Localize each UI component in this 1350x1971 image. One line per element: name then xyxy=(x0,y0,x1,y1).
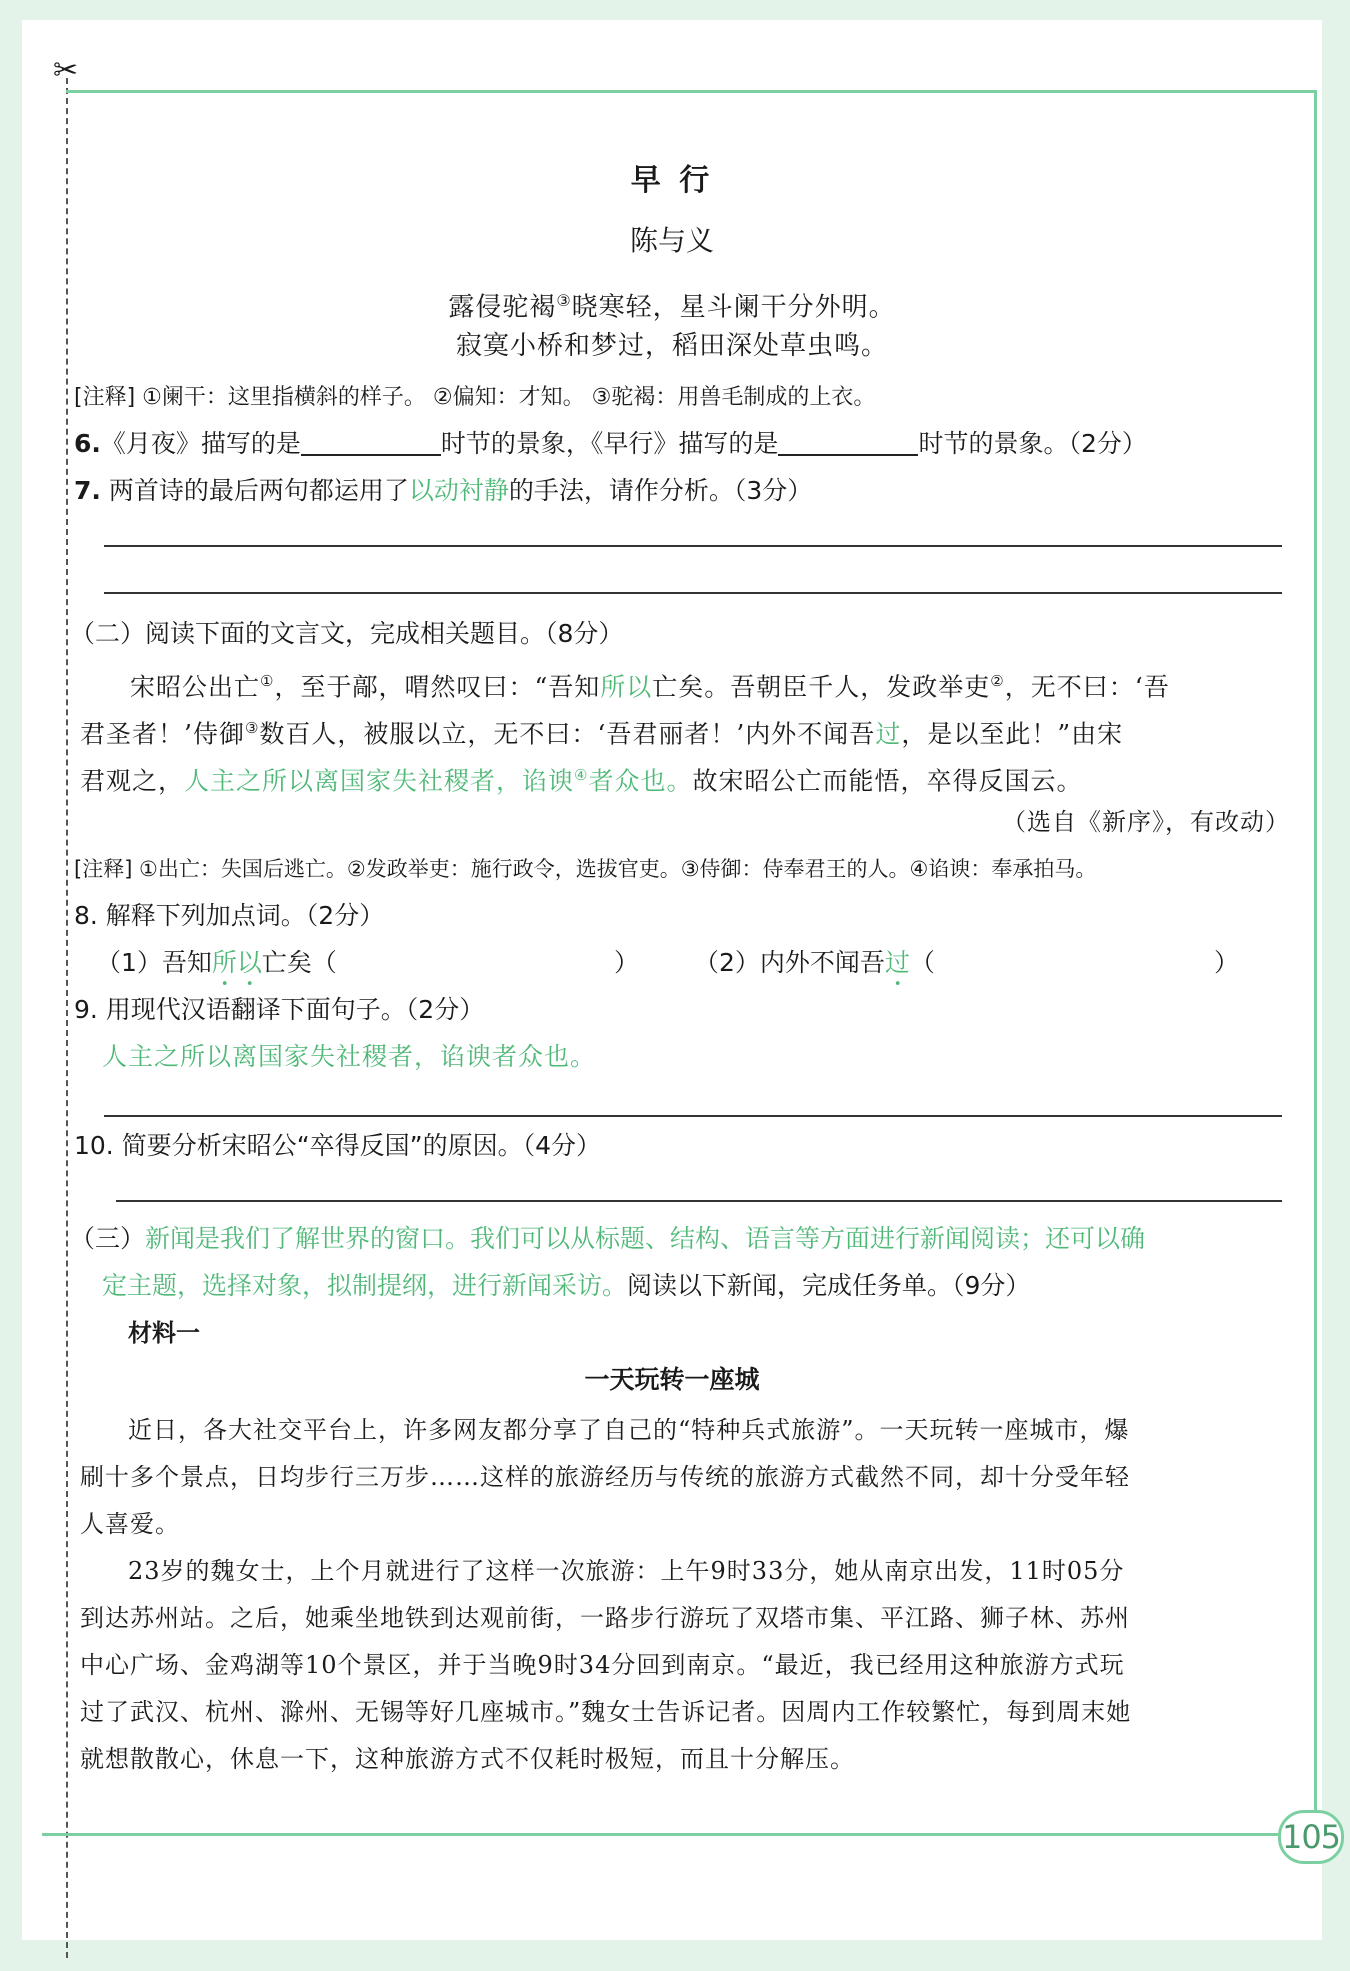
classical-notes: [注释] ①出亡：失国后逃亡。②发政举吏：施行政令，选拔官吏。③侍御：侍奉君王的人。④谄谀：奉承拍马。 xyxy=(74,857,1097,881)
answer-line[interactable] xyxy=(104,545,1282,547)
poem-notes: [注释] ①阑干：这里指横斜的样子。 ②偏知：才知。 ③驼褐：用兽毛制成的上衣。 xyxy=(74,385,876,410)
material-label: 材料一 xyxy=(128,1319,200,1347)
highlight-text: 以动衬静 xyxy=(408,476,509,505)
question-8: 8. 解释下列加点词。（2分） xyxy=(74,901,385,930)
question-8-item-2: （2）内外不闻吾过（ xyxy=(694,948,935,977)
question-10: 10. 简要分析宋昭公“卒得反国”的原因。（4分） xyxy=(74,1131,602,1160)
classical-text-line-2: 君圣者！’侍御③数百人，被服以立，无不曰：‘吾君丽者！’内外不闻吾过，是以至此！”由宋 xyxy=(80,719,1124,749)
answer-close-paren-1: ） xyxy=(614,948,640,977)
classical-text-line-3: 君观之，人主之所以离国家失社稷者，谄谀④者众也。故宋昭公亡而能悟，卒得反国云。 xyxy=(80,766,1083,796)
section-3-line-1: （三）新闻是我们了解世界的窗口。我们可以从标题、结构、语言等方面进行新闻阅读；还可以确 xyxy=(70,1224,1146,1253)
answer-blank-2[interactable] xyxy=(778,428,918,456)
article-para-2-line-2: 到达苏州站。之后，她乘坐地铁到达观前街，一路步行游玩了双塔市集、平江路、狮子林、苏州 xyxy=(80,1604,1130,1632)
answer-line[interactable] xyxy=(104,592,1282,594)
answer-line[interactable] xyxy=(104,1115,1282,1117)
poem-author: 陈与义 xyxy=(629,224,714,257)
poem-line-1: 露侵驼褐③晓寒轻，星斗阑干分外明。 xyxy=(448,291,896,323)
article-title: 一天玩转一座城 xyxy=(584,1365,760,1394)
question-8-item-1: （1）吾知所以亡矣（ xyxy=(96,948,337,977)
classical-text-line-1: 宋昭公出亡①，至于鄗，喟然叹曰：“吾知所以亡矣。吾朝臣千人，发政举吏②，无不曰：‘吾 xyxy=(130,672,1170,702)
answer-line[interactable] xyxy=(116,1200,1282,1202)
article-para-2-line-5: 就想散散心，休息一下，这种旅游方式不仅耗时极短，而且十分解压。 xyxy=(80,1745,855,1773)
article-para-1-line-1: 近日，各大社交平台上，许多网友都分享了自己的“特种兵式旅游”。一天玩转一座城市，爆 xyxy=(128,1416,1130,1444)
answer-blank-1[interactable] xyxy=(301,428,441,456)
section-2-heading: （二）阅读下面的文言文，完成相关题目。（8分） xyxy=(70,619,624,648)
frame-bottom-border xyxy=(42,1833,1312,1836)
frame-top-border xyxy=(66,90,1316,93)
article-para-2-line-1: 23岁的魏女士，上个月就进行了这样一次旅游：上午9时33分，她从南京出发，11时05分 xyxy=(128,1557,1125,1585)
answer-close-paren-2: ） xyxy=(1214,948,1240,977)
article-para-1-line-2: 刷十多个景点，日均步行三万步……这样的旅游经历与传统的旅游方式截然不同，却十分受年轻 xyxy=(80,1463,1130,1491)
article-para-2-line-3: 中心广场、金鸡湖等10个景区，并于当晚9时34分回到南京。“最近，我已经用这种旅游方式玩 xyxy=(80,1651,1125,1679)
poem-title: 早 行 xyxy=(630,163,714,198)
poem-line-2: 寂寞小桥和梦过，稻田深处草虫鸣。 xyxy=(455,331,888,361)
section-3-line-2: 定主题，选择对象，拟制提纲，进行新闻采访。阅读以下新闻，完成任务单。（9分） xyxy=(102,1271,1031,1300)
question-6: 6.《月夜》描写的是 时节的景象，《早行》描写的是 时节的景象。（2分） xyxy=(74,429,1147,458)
page-number: 105 xyxy=(1278,1810,1344,1864)
article-para-2-line-4: 过了武汉、杭州、滁州、无锡等好几座城市。”魏女士告诉记者。因周内工作较繁忙，每到周末她 xyxy=(80,1698,1132,1726)
worksheet-page xyxy=(22,20,1341,1940)
question-9: 9. 用现代汉语翻译下面句子。（2分） xyxy=(74,995,485,1024)
text-source: （选自《新序》，有改动） xyxy=(1002,808,1290,836)
scissors-icon: ✂ xyxy=(53,53,79,88)
translation-sentence: 人主之所以离国家失社稷者，谄谀者众也。 xyxy=(102,1042,597,1071)
article-para-1-line-3: 人喜爱。 xyxy=(80,1510,180,1538)
question-7: 7. 两首诗的最后两句都运用了以动衬静的手法，请作分析。（3分） xyxy=(74,476,813,505)
